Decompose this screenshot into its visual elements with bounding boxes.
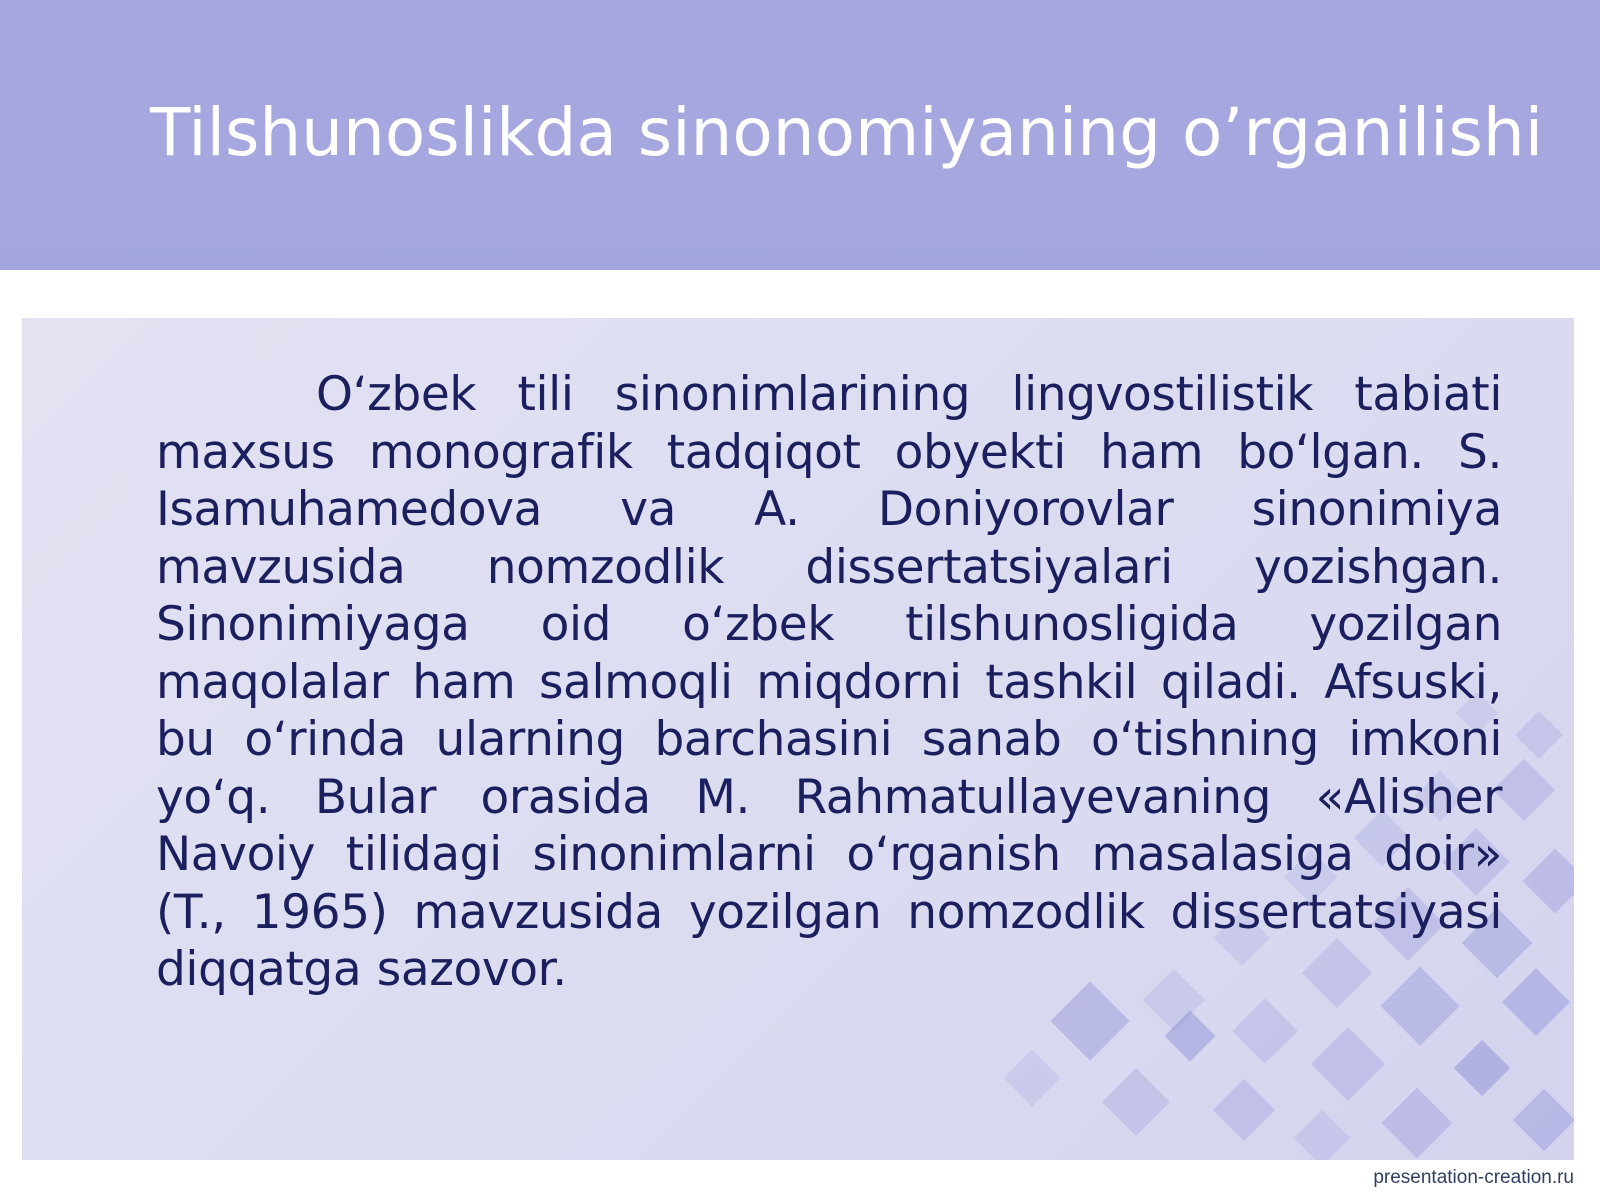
body-paragraph: O‘zbek tili sinonimlarining lingvostilistik tabiati maxsus monografik tadqiqot obyekti ham bo‘lgan. S. Isamuhamedova va A. Doniyorovlar sinonimiya mavzusida nomzodlik dissertatsiyalari yozishgan. Sinonimiyaga oid o‘zbek tilshunosligida yozilgan maqolalar ham salmoqli miqdorni tashkil qiladi. Afsuski, bu o‘rinda ularning barchasini sanab o‘tishning imkoni yo‘q. Bular orasida M. Rahmatullayevaning «Alisher Navoiy tilidagi sinonimlarni o‘rganish masalasiga doir» (T., 1965) mavzusida yozilgan nomzodlik dissertatsiyasi diqqatga sazovor.	[156, 367, 1502, 997]
content-panel	[22, 318, 1574, 1160]
slide-title: Tilshunoslikda sinonomiyaning o’rganilishi	[150, 94, 1544, 171]
site-watermark: presentation-creation.ru	[1373, 1167, 1574, 1188]
